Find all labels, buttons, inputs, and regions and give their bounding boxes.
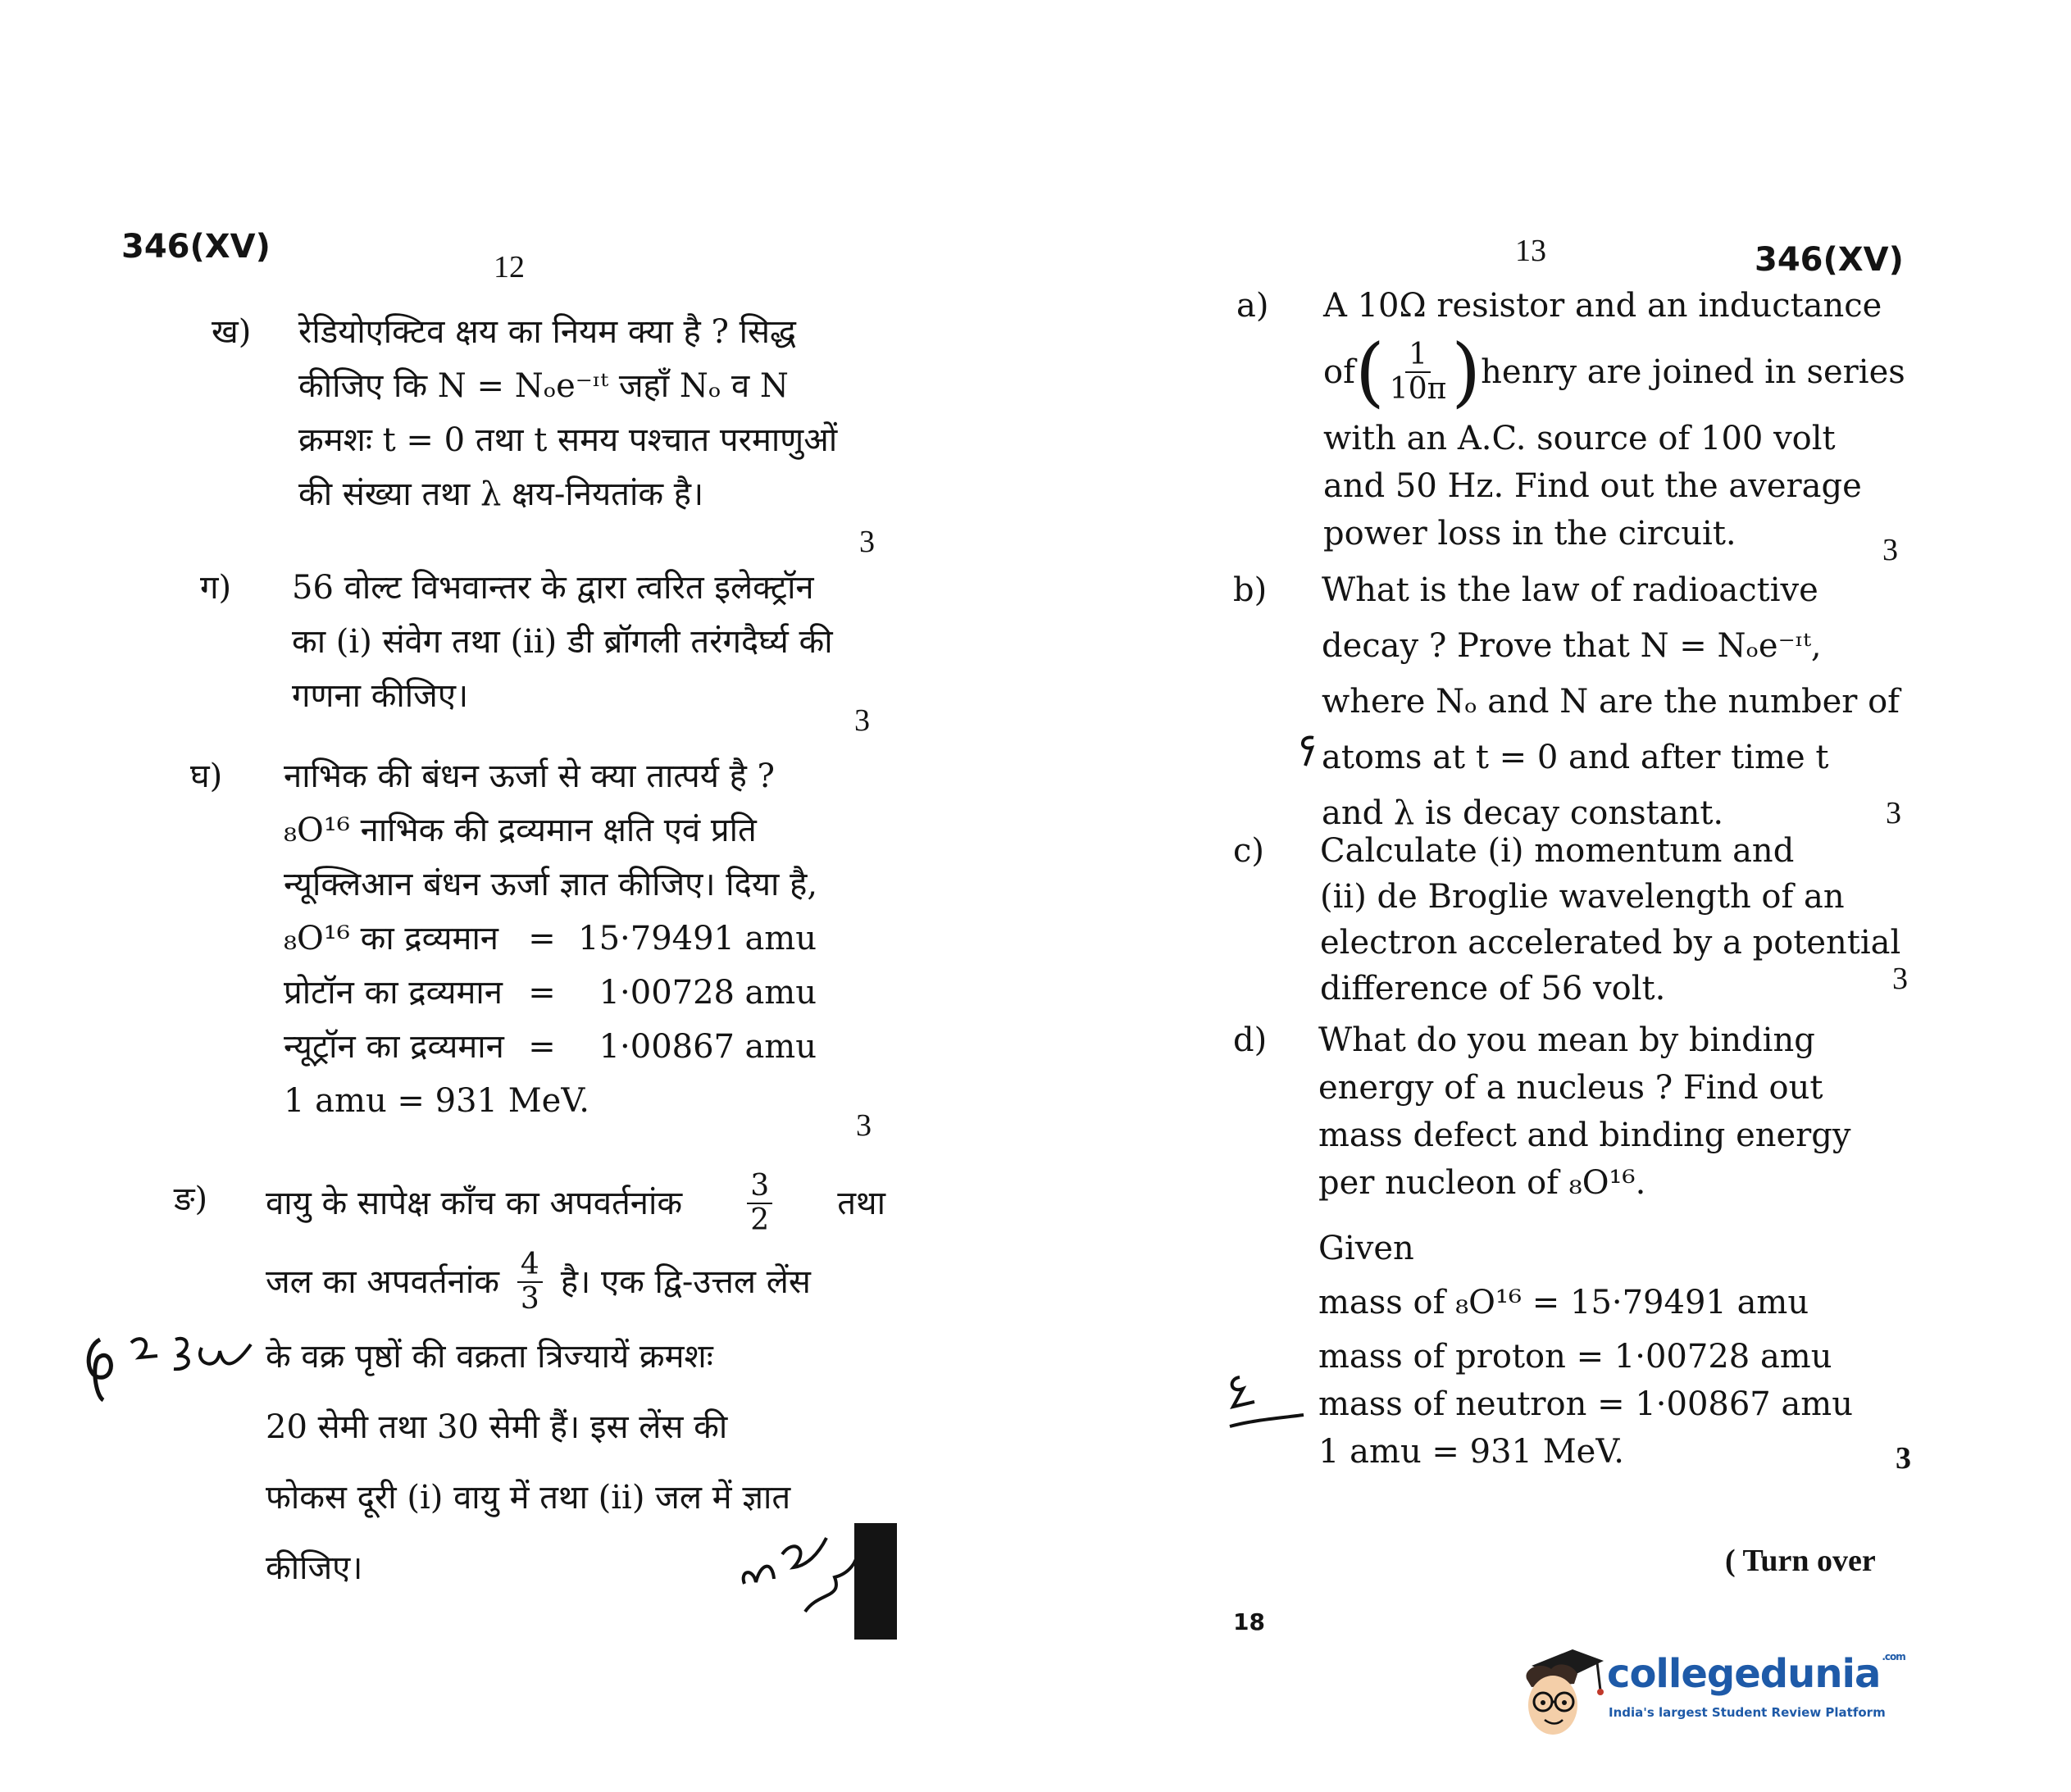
question-line: difference of 56 volt. [1320, 970, 1666, 1007]
handwritten-annotation-icon [79, 1315, 259, 1405]
page-number-left: 12 [494, 250, 525, 284]
question-line: electron accelerated by a potential [1320, 924, 1901, 962]
question-line: का (i) संवेग तथा (ii) डी ब्रॉगली तरंगदैर्घ्य की [292, 623, 833, 661]
paper-code-right: 346(XV) [1755, 241, 1904, 279]
question-label: a) [1236, 287, 1269, 325]
footer-number: 18 [1233, 1608, 1265, 1635]
right-page [1213, 0, 2071, 1792]
question-line: वायु के सापेक्ष काँच का अपवर्तनांक $\frac{3}{2}$ तथा [266, 1169, 885, 1237]
given-line: mass of ₈O¹⁶ = 15·79491 amu [1318, 1284, 1809, 1321]
marks: 3 [1886, 796, 1901, 830]
question-line: क्रमशः t = 0 तथा t समय पश्चात परमाणुओं [298, 421, 838, 459]
question-line: energy of a nucleus ? Find out [1318, 1069, 1823, 1107]
handwritten-annotation-icon [1222, 1361, 1312, 1435]
question-line: 20 सेमी तथा 30 सेमी हैं। इस लेंस की [266, 1408, 728, 1446]
question-line: जल का अपवर्तनांक $\frac{4}{3}$ है। एक द्वि-उत्तल लेंस [266, 1248, 811, 1316]
question-line: ₈O¹⁶ नाभिक की द्रव्यमान क्षति एवं प्रति [284, 812, 757, 849]
left-page [0, 0, 943, 1792]
marks: 3 [1896, 1441, 1911, 1476]
question-line: A 10Ω resistor and an inductance [1323, 287, 1882, 325]
question-line: 1 amu = 931 MeV. [284, 1082, 589, 1120]
fraction: $\frac{1}{10\pi}$ [1389, 338, 1447, 406]
question-line: atoms at t = 0 and after time t [1322, 739, 1829, 776]
marks: 3 [859, 525, 875, 559]
question-line: के वक्र पृष्ठों की वक्रता त्रिज्यायें क्रमशः [266, 1338, 713, 1376]
question-line: कीजिए कि N = Nₒe⁻ᶦᵗ जहाँ Nₒ व N [298, 367, 789, 405]
given-label: Given [1318, 1230, 1414, 1267]
data-row: प्रोटॉन का द्रव्यमान = 1·00728 amu [284, 974, 817, 1012]
question-line: 56 वोल्ट विभवान्तर के द्वारा त्वरित इलेक्ट्रॉन [292, 569, 814, 607]
question-line: per nucleon of ₈O¹⁶. [1318, 1164, 1646, 1202]
question-line: mass defect and binding energy [1318, 1117, 1851, 1154]
question-line: decay ? Prove that N = Nₒe⁻ᶦᵗ, [1322, 627, 1822, 665]
marks: 3 [854, 703, 870, 738]
given-line: mass of proton = 1·00728 amu [1318, 1338, 1832, 1376]
brand-tagline: India's largest Student Review Platform [1609, 1705, 1886, 1720]
question-label: c) [1233, 832, 1265, 870]
paper-code-left: 346(XV) [121, 228, 271, 266]
fraction: $\frac{4}{3}$ [517, 1250, 543, 1314]
question-line: नाभिक की बंधन ऊर्जा से क्या तात्पर्य है ? [284, 757, 776, 795]
question-line: (ii) de Broglie wavelength of an [1320, 878, 1845, 916]
question-line: रेडियोएक्टिव क्षय का नियम क्या है ? सिद्ध [298, 313, 797, 351]
question-line: गणना कीजिए। [292, 677, 469, 715]
marks: 3 [1892, 962, 1908, 996]
question-label: ग) [200, 569, 232, 607]
question-label: b) [1233, 571, 1268, 609]
data-row: न्यूट्रॉन का द्रव्यमान = 1·00867 amu [284, 1028, 817, 1066]
question-label: ङ) [174, 1180, 208, 1218]
question-label: ख) [212, 313, 252, 351]
question-line: Calculate (i) momentum and [1320, 832, 1795, 870]
fraction: $\frac{3}{2}$ [747, 1171, 772, 1235]
question-line: and 50 Hz. Find out the average [1323, 467, 1862, 505]
question-line: power loss in the circuit. [1323, 515, 1736, 553]
question-line: की संख्या तथा λ क्षय-नियतांक है। [298, 475, 704, 513]
question-line: कीजिए। [266, 1549, 363, 1587]
question-label: d) [1233, 1021, 1268, 1059]
question-line: What is the law of radioactive [1322, 571, 1818, 609]
brand-name: collegedunia $^{.com}$ [1607, 1651, 1905, 1697]
question-line: where Nₒ and N are the number of [1322, 683, 1900, 721]
collegedunia-logo [1515, 1636, 1905, 1743]
given-line: 1 amu = 931 MeV. [1318, 1433, 1624, 1471]
marks: 3 [1882, 533, 1898, 567]
handwritten-annotation-icon [736, 1513, 867, 1620]
handwritten-annotation-icon [1295, 730, 1320, 771]
turn-over-note: ( Turn over [1725, 1544, 1876, 1578]
question-line: What do you mean by binding [1318, 1021, 1815, 1059]
scan-shadow [854, 1523, 897, 1640]
question-line: and λ is decay constant. [1322, 794, 1724, 832]
page-number-right: 13 [1515, 234, 1546, 268]
question-line: of ( $\frac{1}{10\pi}$ ) henry are joined in series [1323, 328, 1905, 416]
question-line: with an A.C. source of 100 volt [1323, 420, 1836, 457]
data-row: ₈O¹⁶ का द्रव्यमान = 15·79491 amu [284, 920, 817, 957]
given-line: mass of neutron = 1·00867 amu [1318, 1385, 1853, 1423]
mascot-icon [1515, 1636, 1605, 1743]
question-label: घ) [190, 757, 223, 795]
question-line: फोकस दूरी (i) वायु में तथा (ii) जल में ज्ञात [266, 1479, 791, 1517]
marks: 3 [856, 1108, 872, 1143]
question-line: न्यूक्लिआन बंधन ऊर्जा ज्ञात कीजिए। दिया है, [284, 866, 818, 903]
